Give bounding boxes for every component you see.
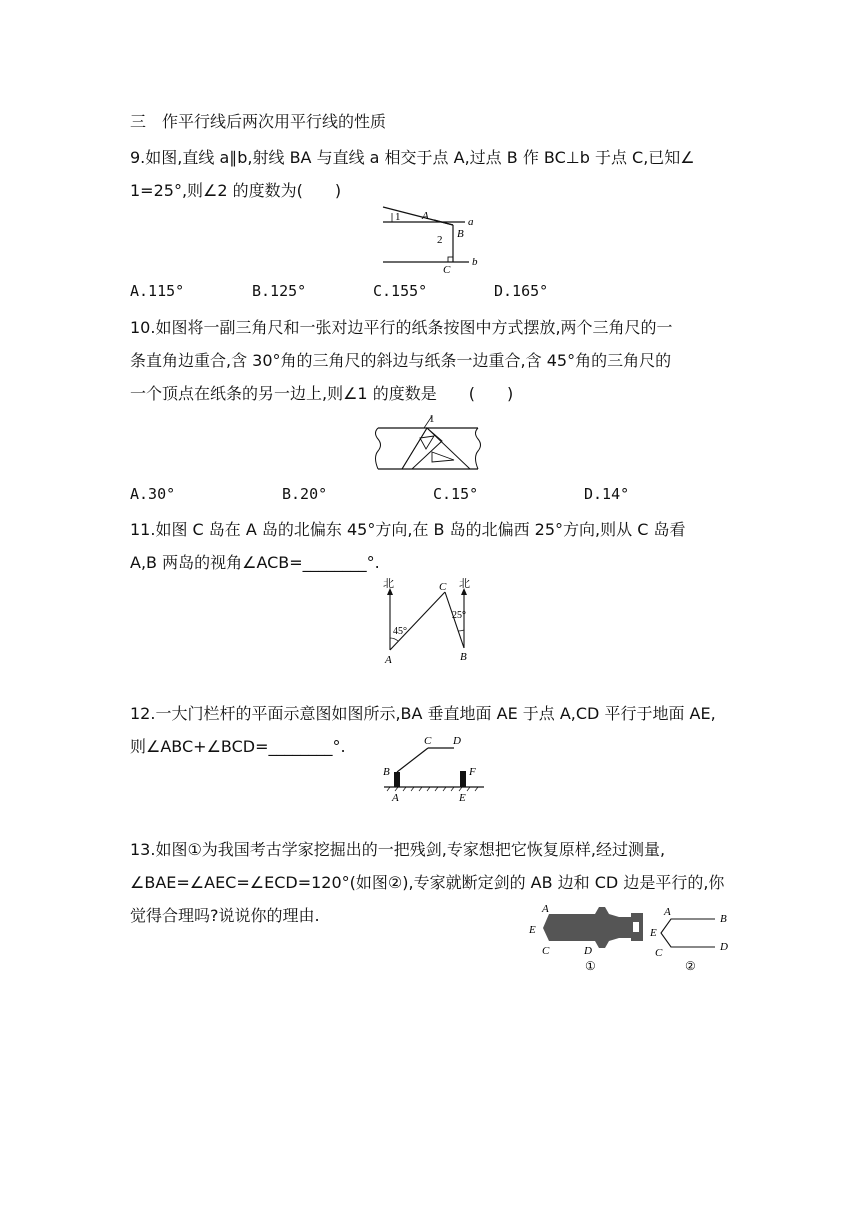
- q12-figure: [380, 733, 490, 803]
- q9-fig-label-a: a: [468, 216, 474, 228]
- q13-fig2-caption: ②: [685, 959, 696, 973]
- q10-text-line2: 条直角边重合,含 30°角的三角尺的斜边与纸条一边重合,含 45°角的三角尺的: [130, 351, 672, 370]
- q13-fig2-label-A: A: [664, 906, 671, 918]
- q10-option-d: D.14°: [584, 485, 630, 503]
- q10-fig-label-1: 1: [429, 413, 435, 425]
- q13-fig2-label-C: C: [655, 947, 663, 959]
- q13-text-line2: ∠BAE=∠AEC=∠ECD=120°(如图②),专家就断定剑的 AB 边和 CD 边是平行的,你: [130, 873, 725, 892]
- q13-fig1-label-C: C: [542, 945, 550, 957]
- q9-option-d: D.165°: [494, 282, 549, 300]
- q13-fig1-caption: ①: [585, 959, 596, 973]
- q11-text-line1: 11.如图 C 岛在 A 岛的北偏东 45°方向,在 B 岛的北偏西 25°方向,则从 C 岛看: [130, 520, 686, 539]
- section-title: 三 作平行线后两次用平行线的性质: [130, 112, 387, 131]
- q12-text-line2: 则∠ABC+∠BCD=________°.: [130, 737, 346, 756]
- q13-fig2-label-B: B: [720, 913, 727, 925]
- q10-option-b: B.20°: [282, 485, 328, 503]
- q9-fig-label-2: 2: [437, 234, 443, 246]
- q12-fig-label-B: B: [383, 766, 390, 778]
- q10-figure: [372, 410, 487, 472]
- q13-text-line1: 13.如图①为我国考古学家挖掘出的一把残剑,专家想把它恢复原样,经过测量,: [130, 840, 666, 859]
- q11-fig-north-left: 北: [383, 578, 394, 590]
- q11-fig-label-B: B: [460, 651, 467, 663]
- q13-fig1-label-A: A: [542, 903, 549, 915]
- q9-fig-label-A: A: [422, 210, 429, 222]
- q13-fig1-label-E: E: [529, 924, 536, 936]
- q10-text-line1: 10.如图将一副三角尺和一张对边平行的纸条按图中方式摆放,两个三角尺的一: [130, 318, 673, 337]
- q11-text-line2: A,B 两岛的视角∠ACB=________°.: [130, 553, 380, 572]
- q11-fig-angle-45: 45°: [393, 626, 407, 637]
- q12-fig-label-A: A: [392, 792, 399, 803]
- q13-figure: [525, 898, 745, 976]
- q12-fig-label-D: D: [453, 735, 461, 747]
- q9-option-c: C.155°: [373, 282, 428, 300]
- q10-text-line3: 一个顶点在纸条的另一边上,则∠1 的度数是 ( ): [130, 384, 514, 403]
- q13-fig1-label-D: D: [584, 945, 592, 957]
- q11-fig-label-C: C: [439, 581, 447, 593]
- q12-fig-label-C: C: [424, 735, 432, 747]
- q13-fig2-label-E: E: [650, 927, 657, 939]
- q12-text-line1: 12.一大门栏杆的平面示意图如图所示,BA 垂直地面 AE 于点 A,CD 平行于地面 AE,: [130, 704, 716, 723]
- q9-option-b: B.125°: [252, 282, 307, 300]
- q9-figure: [375, 201, 485, 276]
- q9-fig-label-C: C: [443, 264, 451, 276]
- q10-option-c: C.15°: [433, 485, 479, 503]
- q10-option-a: A.30°: [130, 485, 176, 503]
- q9-option-a: A.115°: [130, 282, 185, 300]
- q9-fig-label-1: 1: [395, 211, 401, 223]
- q9-fig-label-B: B: [457, 228, 464, 240]
- q9-text-line2: 1=25°,则∠2 的度数为( ): [130, 181, 342, 200]
- q9-text-line1: 9.如图,直线 a∥b,射线 BA 与直线 a 相交于点 A,过点 B 作 BC⊥b 于点 C,已知∠: [130, 148, 695, 167]
- q12-fig-label-E: E: [459, 792, 466, 803]
- q9-fig-label-b: b: [472, 256, 478, 268]
- q12-fig-label-F: F: [469, 766, 476, 778]
- q11-fig-label-A: A: [385, 654, 392, 666]
- q11-figure: [378, 578, 478, 668]
- q13-fig2-label-D: D: [720, 941, 728, 953]
- q11-fig-angle-25: 25°: [452, 610, 466, 621]
- q13-text-line3: 觉得合理吗?说说你的理由.: [130, 906, 320, 925]
- q11-fig-north-right: 北: [459, 578, 470, 590]
